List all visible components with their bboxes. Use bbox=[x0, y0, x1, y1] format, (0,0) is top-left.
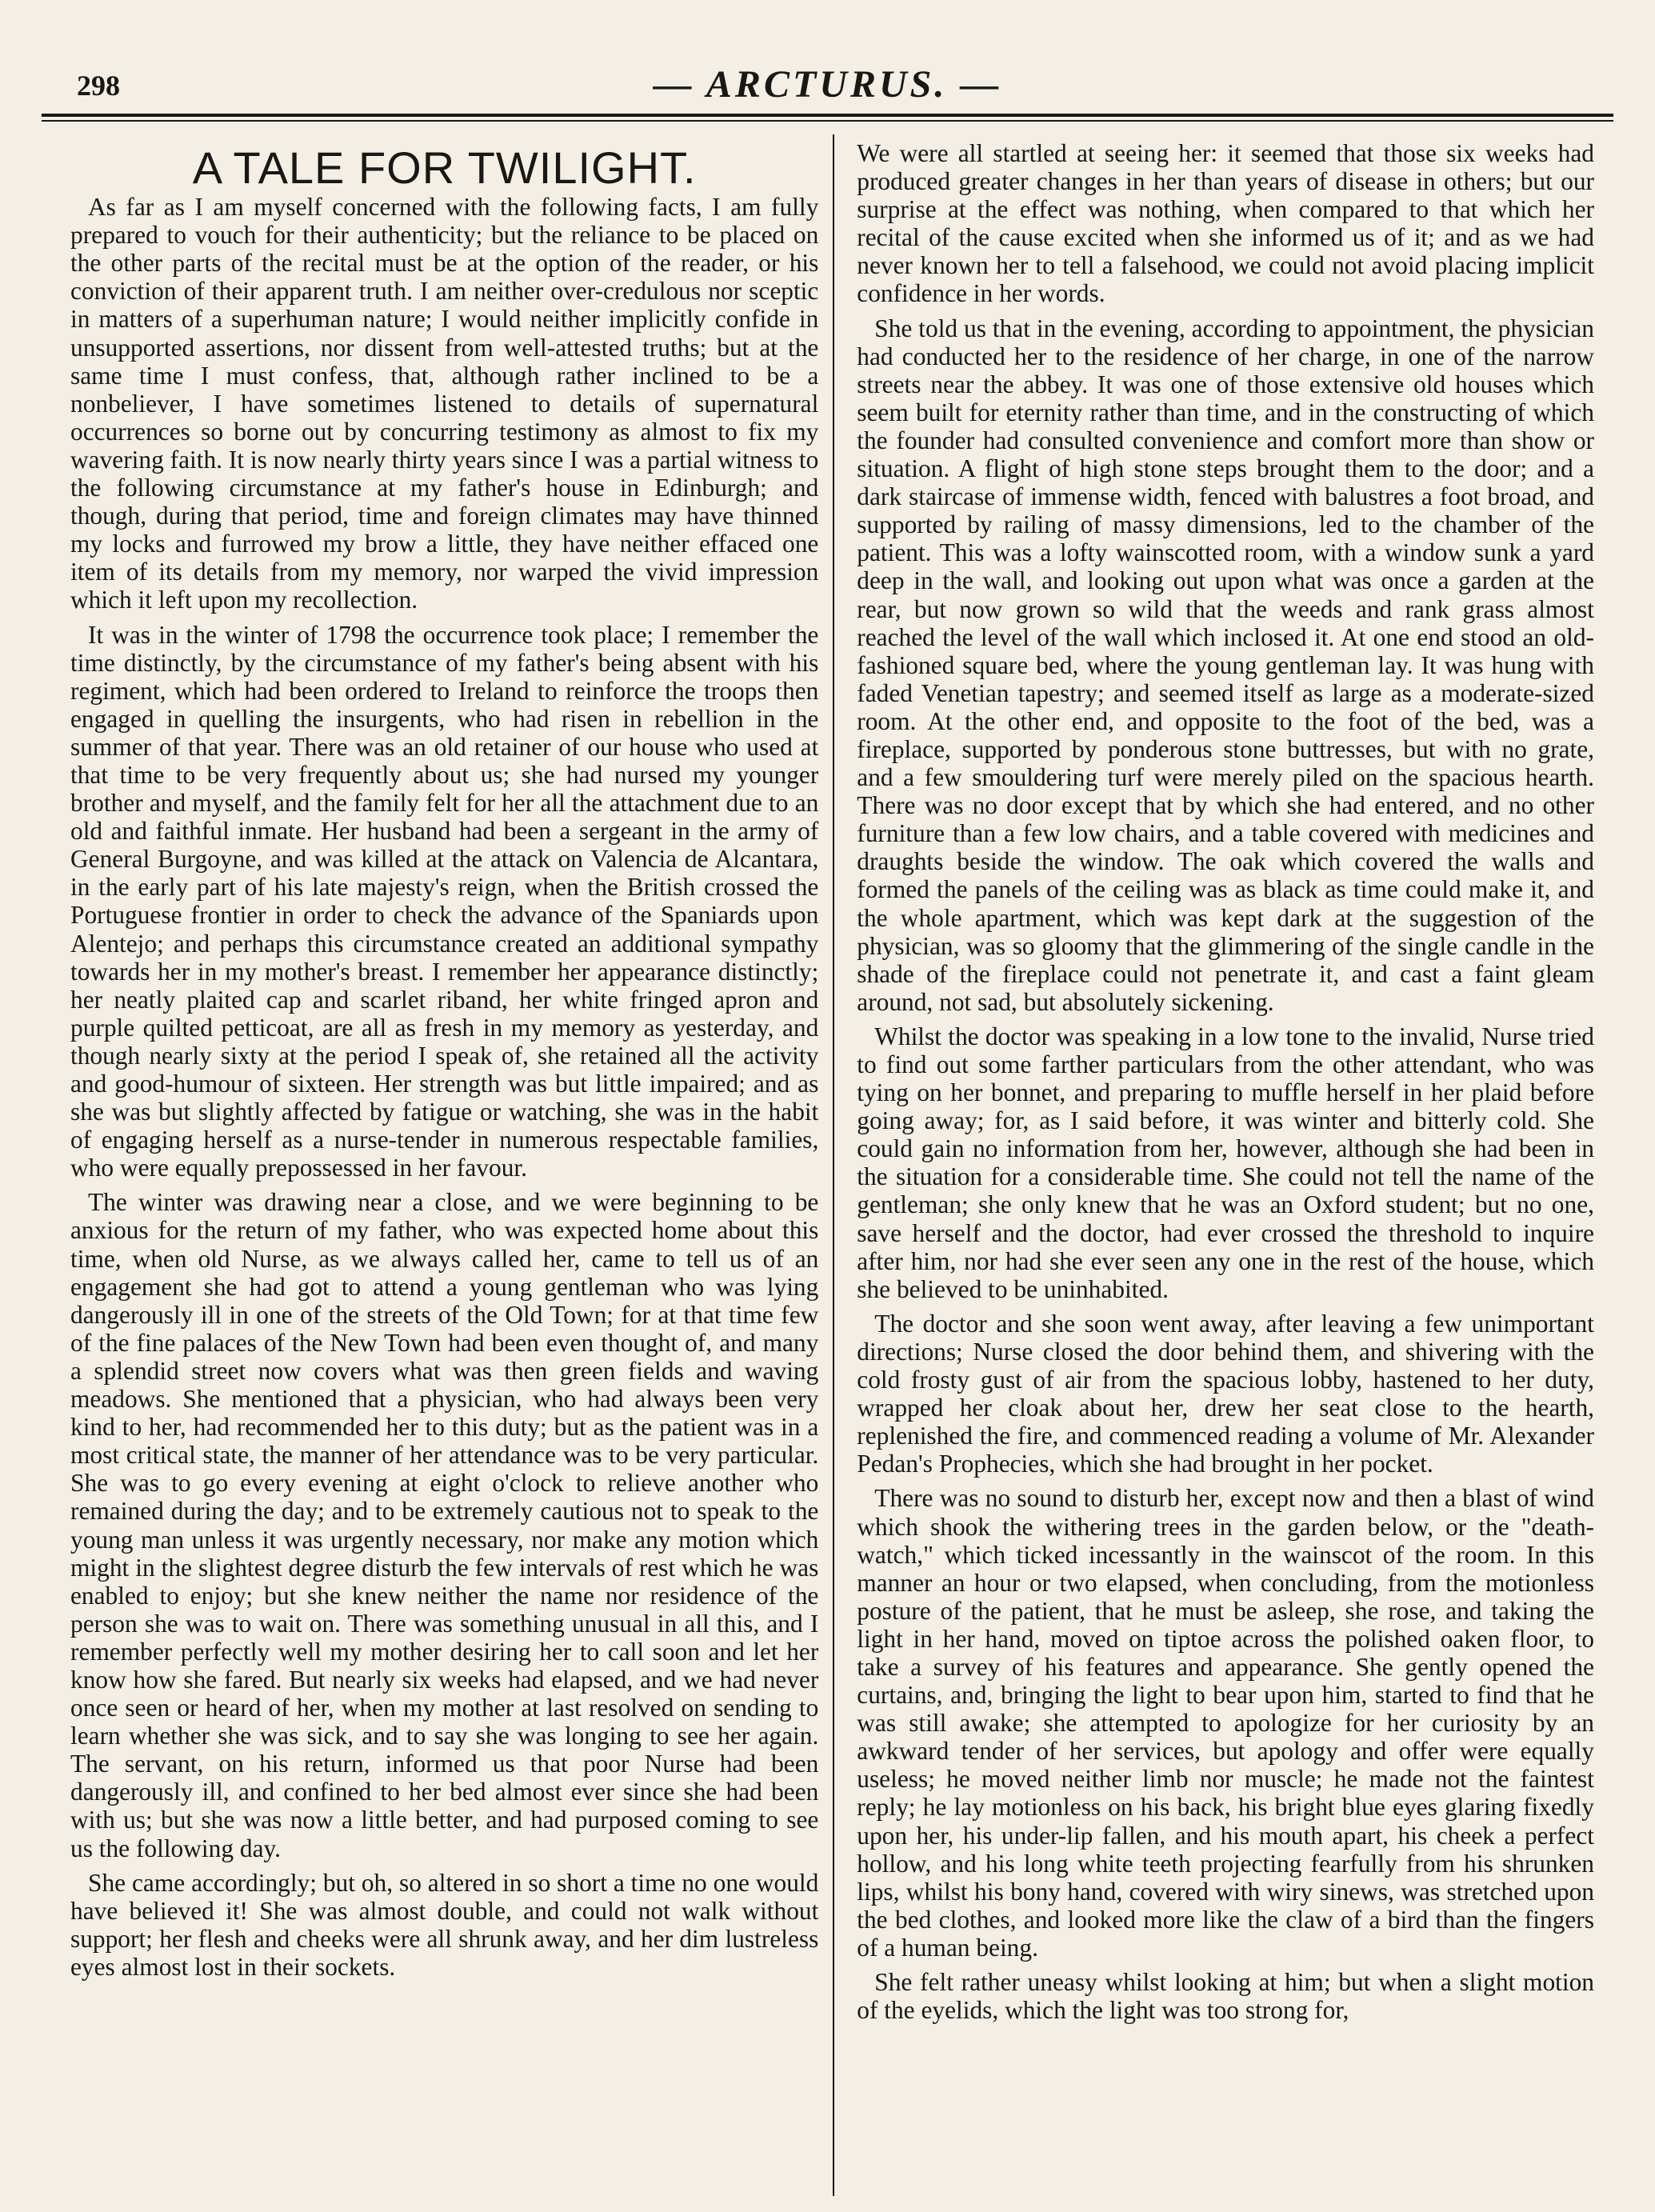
header-rule-thin bbox=[42, 120, 1613, 122]
article-title: A TALE FOR TWILIGHT. bbox=[192, 142, 697, 193]
paragraph: She told us that in the evening, according to appointment, the physician had conducted her to the residence of her charge, in one of the narrow streets near the abbey. It was one of those extensive old houses which seem built for eternity rather than time, and in the constructing of which the founder had consulted convenience and comfort more than show or situation. A flight of high stone steps brought them to the door; and a dark staircase of immense width, fenced with balustres a foot broad, and supported by railing of massy dimensions, led to the chamber of the patient. This was a lofty wainscotted room, with a window sunk a yard deep in the wall, and looking out upon what was once a garden at the rear, but now grown so wild that the weeds and rank grass almost reached the level of the wall which inclosed it. At one end stood an old-fashioned square bed, where the young gentleman lay. It was hung with faded Venetian tapestry; and seemed itself as large as a moderate-sized room. At the other end, and opposite to the foot of the bed, was a fireplace, supported by ponderous stone buttresses, but with no grate, and a few smouldering turf were merely piled on the spacious hearth. There was no door except that by which she had entered, and no other furniture than a few low chairs, and a table covered with medicines and draughts beside the window. The oak which covered the walls and formed the panels of the ceiling was as black as time could make it, and the whole apartment, which was kept dark at the suggestion of the physician, was so gloomy that the glimmering of the single candle in the shade of the fireplace could not penetrate it, and cast a faint gleam around, not sad, but absolutely sickening. bbox=[857, 314, 1594, 1016]
paragraph: The winter was drawing near a close, and we were beginning to be anxious for the return of my father, who was expected home about this time, when old Nurse, as we always called her, came to tell us of an engagement she had got to attend a young gentleman who was lying dangerously ill in one of the streets of the Old Town; for at that time few of the fine palaces of the New Town had been even thought of, and many a splendid street now covers what was then green fields and waving meadows. She mentioned that a physician, who had always been very kind to her, had recommended her to this duty; but as the patient was in a most critical state, the manner of her attendance was to be very particular. She was to go every evening at eight o'clock to relieve another who remained during the day; and to be extremely cautious not to speak to the young man unless it was urgently necessary, nor make any motion which might in the slightest degree disturb the few intervals of rest which he was enabled to enjoy; but she knew neither the name nor residence of the person she was to wait on. There was something unusual in all this, and I remember perfectly well my mother desiring her to call soon and let her know how she fared. But nearly six weeks had elapsed, and we had never once seen or heard of her, when my mother at last resolved on sending to learn whether she was sick, and to say she was longing to see her again. The servant, on his return, informed us that poor Nurse had been dangerously ill, and confined to her bed almost ever since she had been with us; but she was now a little better, and had purposed coming to see us the following day. bbox=[70, 1188, 819, 1862]
page-header bbox=[42, 62, 1613, 112]
page-number: 298 bbox=[77, 70, 120, 102]
running-head: — ARCTURUS. — bbox=[653, 63, 1002, 106]
paragraph: There was no sound to disturb her, except now and then a blast of wind which shook the withering trees in the garden below, or the "death-watch," which ticked incessantly in the wainscot of the room. In this manner an hour or two elapsed, when concluding, from the motionless posture of the patient, that he must be asleep, she rose, and taking the light in her hand, moved on tiptoe across the polished oaken floor, to take a survey of his features and appearance. She gently opened the curtains, and, bringing the light to bear upon him, started to find that he was still awake; she attempted to apologize for her curiosity by an awkward tender of her services, but apology and offer were equally useless; he moved neither limb nor muscle; he made not the faintest reply; he lay motionless on his back, his bright blue eyes glaring fixedly upon her, his under-lip fallen, and his mouth apart, his cheek a perfect hollow, and his long white teeth projecting fearfully from his shrunken lips, whilst his bony hand, covered with wiry sinews, was stretched upon the bed clothes, and looked more like the claw of a bird than the fingers of a human being. bbox=[857, 1484, 1594, 1962]
right-column bbox=[834, 134, 1613, 2196]
paragraph: As far as I am myself concerned with the following facts, I am fully prepared to vouch for their authenticity; but the reliance to be placed on the other parts of the recital must be at the option of the reader, or his conviction of their apparent truth. I am neither over-credulous nor sceptic in matters of a superhuman nature; I would neither implicitly confide in unsupported assertions, nor dissent from well-attested truths; but at the same time I must confess, that, although rather inclined to be a nonbeliever, I have sometimes listened to details of supernatural occurrences so borne out by concurring testimony as almost to fix my wavering faith. It is now nearly thirty years since I was a partial witness to the following circumstance at my father's house in Edinburgh; and though, during that period, time and foreign climates may have thinned my locks and furrowed my brow a little, they have neither effaced one item of its details from my memory, nor warped the vivid impression which it left upon my recollection. bbox=[70, 193, 819, 614]
left-column bbox=[42, 134, 833, 2196]
paragraph: The doctor and she soon went away, after leaving a few unimportant directions; Nurse closed the door behind them, and shivering with the cold frosty gust of air from the spacious lobby, hastened to her duty, wrapped her cloak about her, drew her seat close to the hearth, replenished the fire, and commenced reading a volume of Mr. Alexander Pedan's Prophecies, which she had brought in her pocket. bbox=[857, 1309, 1594, 1478]
article-columns bbox=[42, 134, 1613, 2196]
paragraph: Whilst the doctor was speaking in a low tone to the invalid, Nurse tried to find out some farther particulars from the other attendant, who was tying on her bonnet, and preparing to muffle herself in her plaid before going away; for, as I said before, it was winter and bitterly cold. She could gain no information from her, however, although she had been in the situation for a considerable time. She could not tell the name of the gentleman; she only knew that he was an Oxford student; but no one, save herself and the doctor, had ever crossed the threshold to inquire after him, nor had she ever seen any one in the rest of the house, which she believed to be uninhabited. bbox=[857, 1022, 1594, 1303]
paragraph: She came accordingly; but oh, so altered in so short a time no one would have believed it! She was almost double, and could not walk without support; her flesh and cheeks were all shrunk away, and her dim lustreless eyes almost lost in their sockets. bbox=[70, 1868, 819, 1981]
paragraph: We were all startled at seeing her: it seemed that those six weeks had produced greater changes in her than years of disease in others; but our surprise at the effect was nothing, when compared to that which her recital of the cause excited when she informed us of it; and as we had never known her to tell a falsehood, we could not avoid placing implicit confidence in her words. bbox=[857, 139, 1594, 308]
paragraph: It was in the winter of 1798 the occurrence took place; I remember the time distinctly, by the circumstance of my father's being absent with his regiment, which had been ordered to Ireland to reinforce the troops then engaged in quelling the insurgents, who had risen in rebellion in the summer of that year. There was an old retainer of our house who used at that time to be very frequently about us; she had nursed my younger brother and myself, and the family felt for her all the attachment due to an old and faithful inmate. Her husband had been a sergeant in the army of General Burgoyne, and was killed at the attack on Valencia de Alcantara, in the early part of his late majesty's reign, when the British crossed the Portuguese frontier in order to check the advance of the Spaniards upon Alentejo; and perhaps this circumstance created an additional sympathy towards her in my mother's breast. I remember her appearance distinctly; her neatly plaited cap and scarlet riband, her white fringed apron and purple quilted petticoat, are all as fresh in my memory as yesterday, and though nearly sixty at the period I speak of, she retained all the activity and good-humour of sixteen. Her strength was but little impaired; and as she was but slightly affected by fatigue or watching, she was in the habit of engaging herself as a nurse-tender in numerous respectable families, who were equally prepossessed in her favour. bbox=[70, 620, 819, 1182]
paragraph: She felt rather uneasy whilst looking at him; but when a slight motion of the eyelids, which the light was too strong for, bbox=[857, 1968, 1594, 2025]
header-rule-thick bbox=[42, 114, 1613, 117]
